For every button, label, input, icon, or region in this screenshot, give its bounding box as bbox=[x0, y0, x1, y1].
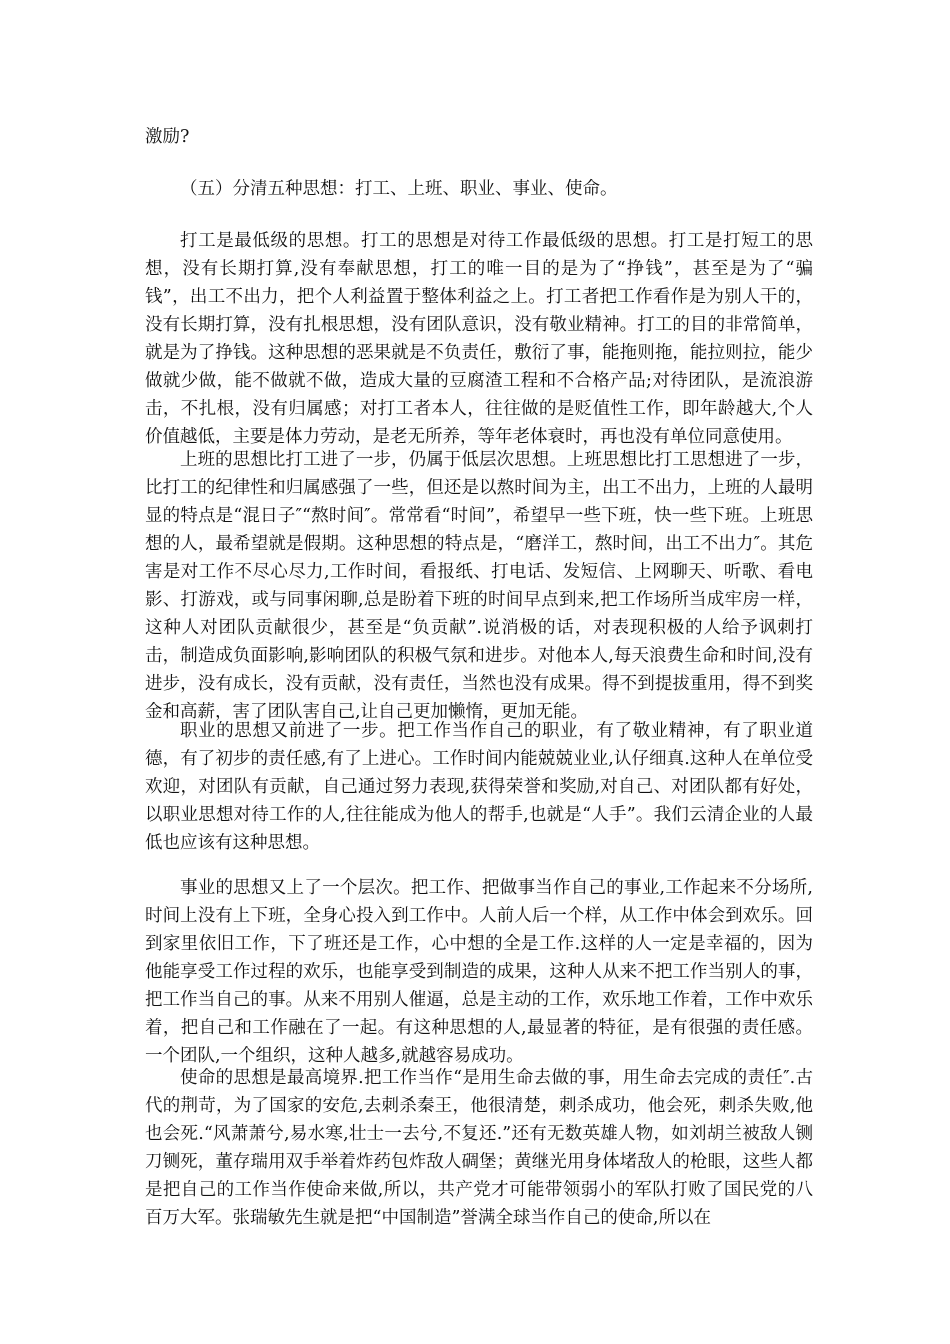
paragraph-zhiye: 职业的思想又前进了一步。把工作当作自己的职业，有了敬业精神，有了职业道德，有了初步的责任感,有了上进心。工作时间内能兢兢业业,认仔细真.这种人在单位受欢迎，对团队有贡献，自己通过努力表现,获得荣誉和奖励,对自己、对团队都有好处，以职业思想对待工作的人,往往能成为他人的帮手,也就是“人手”。我们云清企业的人最低也应该有这种思想。 bbox=[145, 721, 813, 853]
paragraph-dagong: 打工是最低级的思想。打工的思想是对待工作最低级的思想。打工是打短工的思想，没有长期打算,没有奉献思想，打工的唯一目的是为了“挣钱”，甚至是为了“骗钱”，出工不出力，把个人利益置于整体利益之上。打工者把工作看作是为别人干的，没有长期打算，没有扎根思想，没有团队意识，没有敬业精神。打工的目的非常简单，就是为了挣钱。这种思想的恶果就是不负责任，敷衍了事，能拖则拖，能拉则拉，能少做就少做，能不做就不做，造成大量的豆腐渣工程和不合格产品;对待团队，是流浪游击，不扎根，没有归属感；对打工者本人，往往做的是贬值性工作，即年龄越大,个人价值越低，主要是体力劳动，是老无所养，等年老体衰时，再也没有单位同意使用。 bbox=[145, 231, 813, 447]
paragraph-shiye: 事业的思想又上了一个层次。把工作、把做事当作自己的事业,工作起来不分场所,时间上没有上下班，全身心投入到工作中。人前人后一个样，从工作中体会到欢乐。回到家里依旧工作，下了班还是工作，心中想的全是工作.这样的人一定是幸福的，因为他能享受工作过程的欢乐，也能享受到制造的成果，这种人从来不把工作当别人的事，把工作当自己的事。从来不用别人催逼，总是主动的工作，欢乐地工作着，工作中欢乐着，把自己和工作融在了一起。有这种思想的人,最显著的特征，是有很强的责任感。一个团队,一个组织，这种人越多,就越容易成功。 bbox=[145, 878, 813, 1066]
paragraph-shiming: 使命的思想是最高境界.把工作当作“是用生命去做的事，用生命去完成的责任″.古代的荆苛，为了国家的安危,去刺杀秦王，他很清楚，刺杀成功，他会死，刺杀失败,他也会死.“风萧萧兮,易水寒,壮士一去兮,不复还.”还有无数英雄人物，如刘胡兰被敌人铡刀铡死，董存瑞用双手举着炸药包炸敌人碉堡；黄继光用身体堵敌人的枪眼，这些人都是把自己的工作当作使命来做,所以，共产党才可能带领弱小的军队打败了国民党的八百万大军。张瑞敏先生就是把“中国制造”誉满全球当作自己的使命,所以在 bbox=[145, 1068, 813, 1228]
continued-text-line: 激励? bbox=[145, 127, 190, 147]
paragraph-shangban: 上班的思想比打工进了一步，仍属于低层次思想。上班思想比打工思想进了一步，比打工的纪律性和归属感强了一些，但还是以熬时间为主，出工不出力，上班的人最明显的特点是“混日子″“熬时间″。常常看“时间”，希望早一些下班，快一些下班。上班思想的人，最希望就是假期。这种思想的特点是，“磨洋工，熬时间，出工不出力″。其危害是对工作不尽心尽力,工作时间，看报纸、打电话、发短信、上网聊天、听歌、看电影、打游戏，或与同事闲聊,总是盼着下班的时间早点到来,把工作场所当成牢房一样，这种人对团队贡献很少，甚至是“负贡献”.说消极的话，对表现积极的人给予讽刺打击，制造成负面影响,影响团队的积极气氛和进步。对他本人,每天浪费生命和时间,没有进步，没有成长，没有贡献，没有责任，当然也没有成果。得不到提拔重用，得不到奖金和高薪，害了团队害自己,让自己更加懒惰，更加无能。 bbox=[145, 450, 813, 722]
section-heading: （五）分清五种思想：打工、上班、职业、事业、使命。 bbox=[180, 179, 618, 199]
